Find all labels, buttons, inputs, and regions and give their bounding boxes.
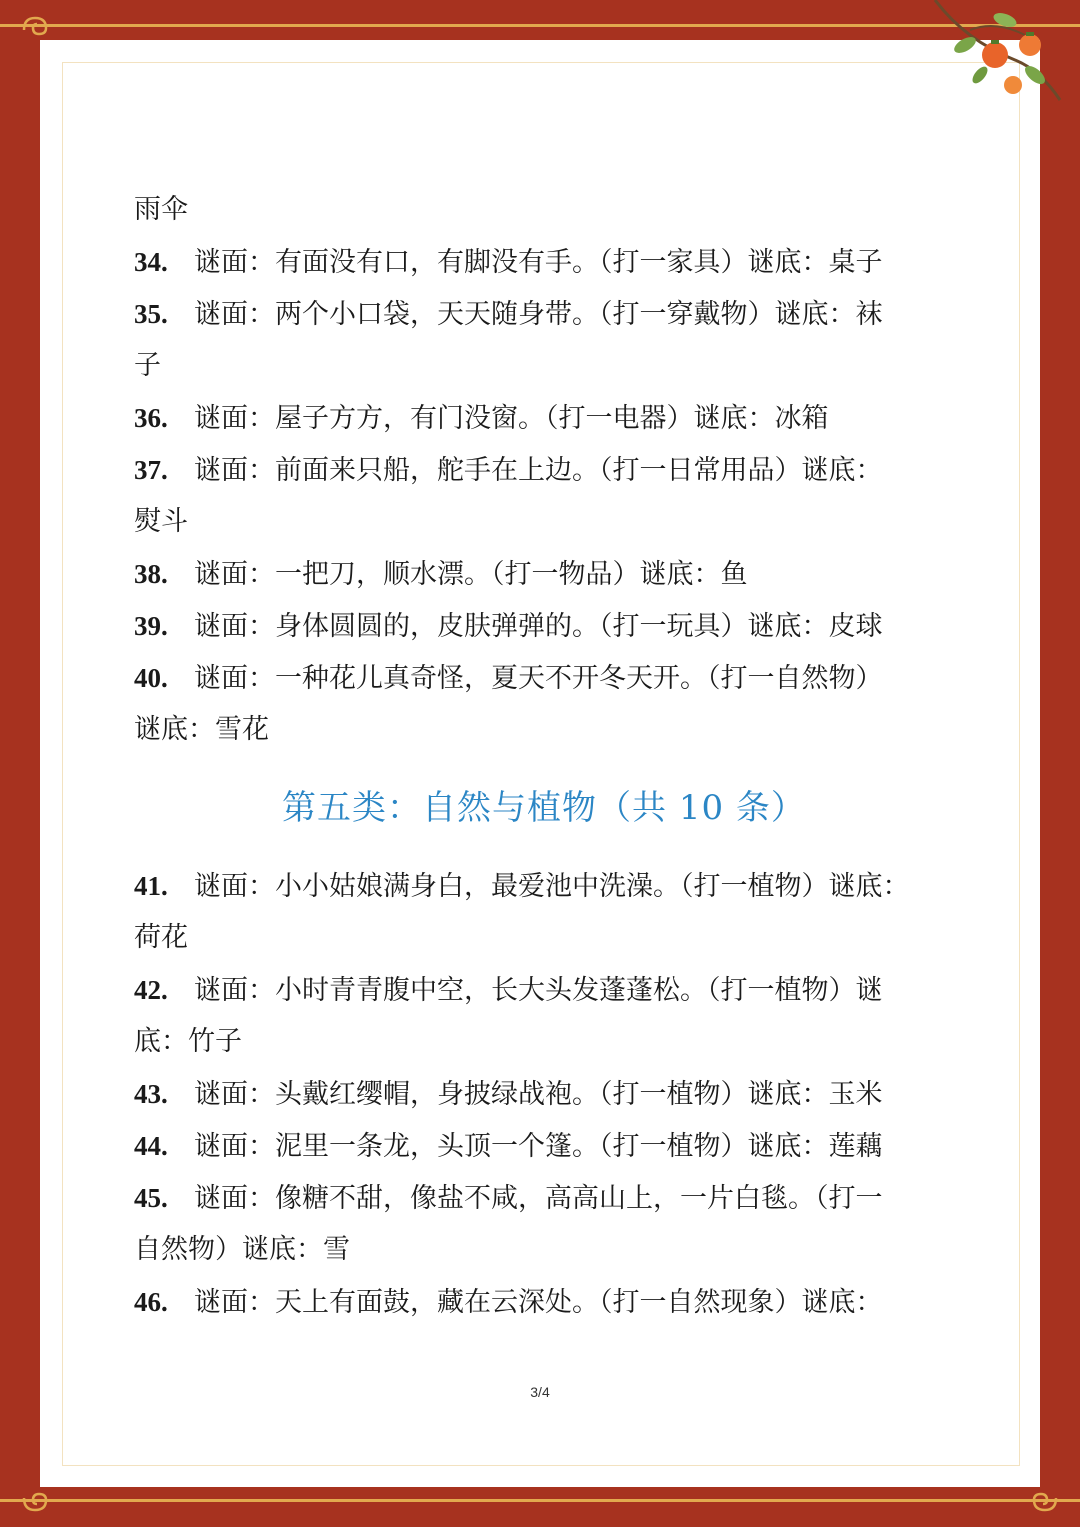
item-text: 谜底：雪花 [134,714,269,745]
item-number: 43. [134,1079,168,1109]
list-item [134,860,954,912]
list-item [134,1016,954,1068]
item-number: 38. [134,559,168,589]
bottom-gold-line [0,1499,1080,1502]
item-text: 谜面：像糖不甜，像盐不咸，高高山上，一片白毯。（打一 [194,1183,883,1214]
list-item [134,1276,954,1328]
item-text: 谜面：小小姑娘满身白，最爱池中洗澡。（打一植物）谜底： [194,871,910,902]
list-item [134,444,954,496]
list-item [134,548,954,600]
item-text: 子 [134,350,161,381]
item-number: 45. [134,1183,168,1213]
item-number: 39. [134,611,168,641]
cloud-corner-icon [20,10,50,40]
item-number: 41. [134,871,168,901]
item-number: 34. [134,247,168,277]
persimmon-branch-icon [925,0,1065,110]
list-item [134,1068,954,1120]
top-gold-line [0,24,1080,27]
page-number: 3/4 [530,1384,550,1400]
item-text: 谜面：小时青青腹中空，长大头发蓬蓬松。（打一植物）谜 [194,975,883,1006]
riddle-content [134,184,954,1328]
list-item [134,392,954,444]
item-text: 谜面：前面来只船，舵手在上边。（打一日常用品）谜底： [194,455,883,486]
item-text: 谜面：屋子方方，有门没窗。（打一电器）谜底：冰箱 [194,403,829,434]
list-item [134,1224,954,1276]
item-text: 荷花 [134,922,188,953]
item-number: 40. [134,663,168,693]
item-number: 46. [134,1287,168,1317]
item-text: 谜面：头戴红缨帽，身披绿战袍。（打一植物）谜底：玉米 [194,1079,883,1110]
list-item [134,912,954,964]
cloud-corner-icon [1030,1488,1060,1518]
item-text: 谜面：一把刀，顺水漂。（打一物品）谜底：鱼 [194,559,748,590]
item-text: 自然物）谜底：雪 [134,1234,350,1265]
item-text: 底：竹子 [134,1026,242,1057]
list-item [134,340,954,392]
item-number: 44. [134,1131,168,1161]
list-item [134,1172,954,1224]
cloud-corner-icon [20,1488,50,1518]
item-number: 37. [134,455,168,485]
list-item [134,964,954,1016]
item-text: 谜面：泥里一条龙，头顶一个篷。（打一植物）谜底：莲藕 [194,1131,883,1162]
item-number: 36. [134,403,168,433]
list-item [134,496,954,548]
item-text: 熨斗 [134,506,188,537]
list-item [134,600,954,652]
item-text: 谜面：有面没有口，有脚没有手。（打一家具）谜底：桌子 [194,247,883,278]
list-item [134,236,954,288]
list-item [134,288,954,340]
item-text: 谜面：两个小口袋，天天随身带。（打一穿戴物）谜底：袜 [194,299,883,330]
item-text: 谜面：天上有面鼓，藏在云深处。（打一自然现象）谜底： [194,1287,883,1318]
item-text: 谜面：一种花儿真奇怪，夏天不开冬天开。（打一自然物） [194,663,883,694]
item-text: 谜面：身体圆圆的，皮肤弹弹的。（打一玩具）谜底：皮球 [194,611,883,642]
list-item [134,704,954,756]
item-number: 42. [134,975,168,1005]
list-item [134,184,954,236]
list-item [134,1120,954,1172]
item-number: 35. [134,299,168,329]
section-title: 第五类：自然与植物（共 10 条） [282,788,806,828]
list-item [134,652,954,704]
item-text: 雨伞 [134,194,188,225]
